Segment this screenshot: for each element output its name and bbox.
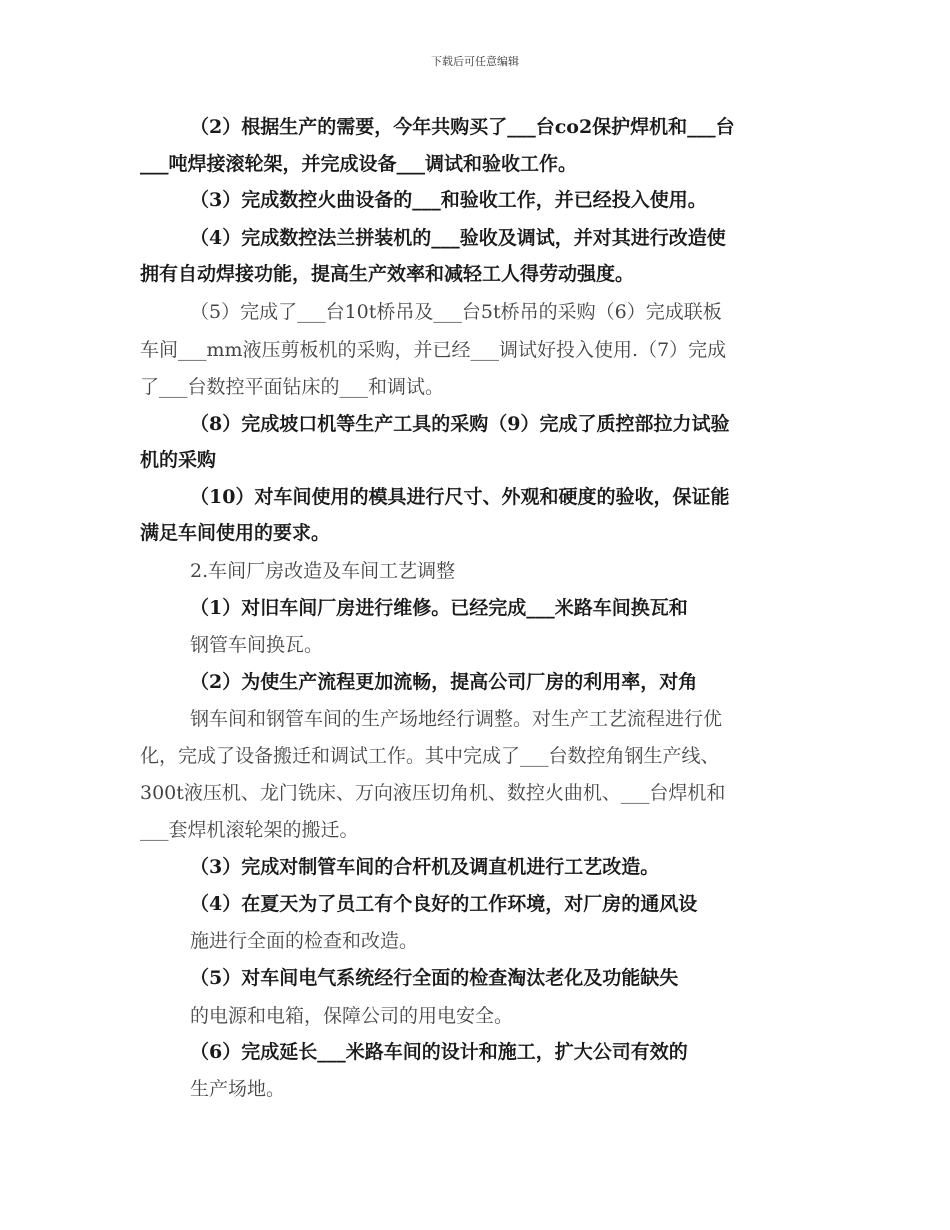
paragraph-line: 车间___mm液压剪板机的采购，并已经___调试好投入使用.（7）完成 bbox=[140, 339, 727, 361]
paragraph-line: 机的采购 bbox=[140, 449, 217, 471]
paragraph-line: （8）完成坡口机等生产工具的采购（9）完成了质控部拉力试验 bbox=[190, 413, 730, 435]
section-heading: 2.车间厂房改造及车间工艺调整 bbox=[190, 560, 456, 582]
paragraph-line: 钢车间和钢管车间的生产场地经行调整。对生产工艺流程进行优 bbox=[190, 708, 723, 730]
paragraph-line: 的电源和电箱，保障公司的用电安全。 bbox=[190, 1005, 514, 1027]
paragraph-line: （6）完成延长___米路车间的设计和施工，扩大公司有效的 bbox=[190, 1041, 688, 1063]
paragraph-line: （4）完成数控法兰拼装机的___验收及调试，并对其进行改造使 bbox=[190, 227, 726, 249]
paragraph-line: （2）为使生产流程更加流畅，提高公司厂房的利用率，对角 bbox=[190, 671, 698, 693]
paragraph-line: 化，完成了设备搬迁和调试工作。其中完成了___台数控角钢生产线、 bbox=[140, 745, 720, 767]
paragraph-line: （1）对旧车间厂房进行维修。已经完成___米路车间换瓦和 bbox=[190, 597, 688, 619]
paragraph-line: 了___台数控平面钻床的___和调试。 bbox=[140, 376, 445, 398]
paragraph-line: ___套焊机滚轮架的搬迁。 bbox=[140, 819, 359, 841]
paragraph-line: 300t液压机、龙门铣床、万向液压切角机、数控火曲机、___台焊机和 bbox=[140, 782, 726, 804]
paragraph-line: （2）根据生产的需要，今年共购买了___台co2保护焊机和___台 bbox=[190, 116, 735, 138]
paragraph-line: （5）对车间电气系统经行全面的检查淘汰老化及功能缺失 bbox=[190, 967, 679, 989]
paragraph-line: 钢管车间换瓦。 bbox=[190, 634, 324, 656]
paragraph-line: 满足车间使用的要求。 bbox=[140, 522, 331, 544]
paragraph-line: 拥有自动焊接功能，提高生产效率和减轻工人得劳动强度。 bbox=[140, 263, 635, 285]
paragraph-line: （4）在夏天为了员工有个良好的工作环境，对厂房的通风设 bbox=[190, 893, 698, 915]
paragraph-line: （10）对车间使用的模具进行尺寸、外观和硬度的验收，保证能 bbox=[190, 486, 730, 508]
paragraph-line: （5）完成了___台10t桥吊及___台5t桥吊的采购（6）完成联板 bbox=[190, 301, 722, 323]
paragraph-line: （3）完成数控火曲设备的___和验收工作，并已经投入使用。 bbox=[190, 189, 707, 211]
paragraph-line: ___吨焊接滚轮架，并完成设备___调试和验收工作。 bbox=[140, 153, 578, 175]
page-header: 下载后可任意编辑 bbox=[431, 55, 519, 68]
paragraph-line: 生产场地。 bbox=[190, 1078, 286, 1100]
paragraph-line: （3）完成对制管车间的合杆机及调直机进行工艺改造。 bbox=[190, 856, 660, 878]
paragraph-line: 施进行全面的检查和改造。 bbox=[190, 930, 419, 952]
